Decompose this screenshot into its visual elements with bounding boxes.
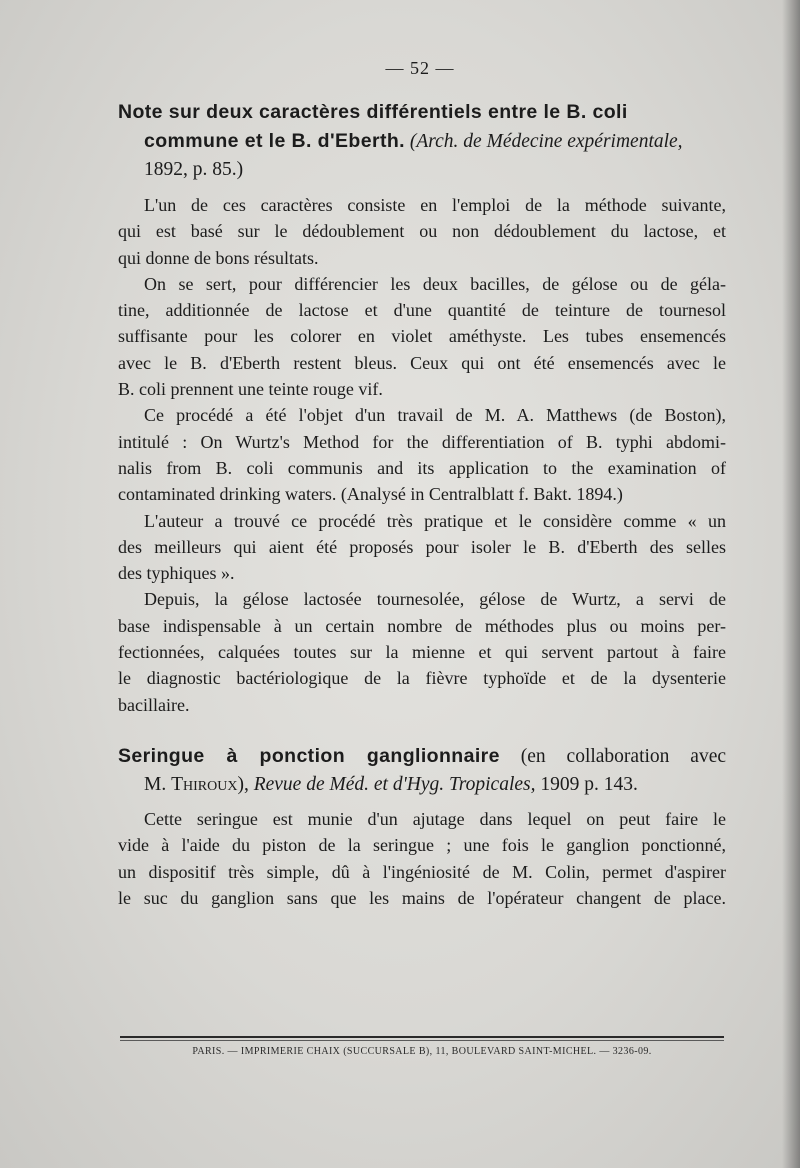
note1-heading-line3 <box>118 156 726 184</box>
note2-journal: Revue de Méd. et d'Hyg. Tropicales, <box>253 774 536 795</box>
text-line: qui est basé sur le dédoublement ou non dédoublement du lactose, et <box>118 221 726 242</box>
text-line: bacillaire. <box>118 694 190 715</box>
note2-author-name: Thiroux <box>171 774 238 795</box>
note2-year-page: 1909 p. 143. <box>540 774 638 795</box>
note1-title-part2: commune et le B. d'Eberth. <box>144 130 405 152</box>
note1-paragraph-2 <box>118 271 726 402</box>
text-line: avec le B. d'Eberth restent bleus. Ceux qui ont été ensemencés avec le <box>118 352 726 373</box>
note1-reference: (Arch. de Médecine expérimentale, <box>409 131 683 152</box>
printer-imprint: PARIS. — IMPRIMERIE CHAIX (SUCCURSALE B), 11, BOULEVARD SAINT-MICHEL. — 3236-09. <box>192 1046 652 1057</box>
text-line: suffisante pour les colorer en violet améthyste. Les tubes ensemencés <box>118 326 726 347</box>
text-line: un dispositif très simple, dû à l'ingéniosité de M. Colin, permet d'aspirer <box>118 861 726 882</box>
note2-after-author: ), <box>237 774 249 795</box>
text-line: contaminated drinking waters. (Analysé in Centralblatt f. Bakt. 1894.) <box>118 484 623 505</box>
text-line: le diagnostic bactériologique de la fièvre typhoïde et de la dysenterie <box>118 668 726 689</box>
text-line: base indispensable à un certain nombre de méthodes plus ou moins per- <box>118 615 726 636</box>
page-number: — 52 — <box>385 58 455 78</box>
note1-paragraph-5 <box>118 586 726 717</box>
note2-heading <box>118 742 726 799</box>
text-line: L'auteur a trouvé ce procédé très pratique et le considère comme « un <box>144 510 726 531</box>
note1-paragraph-1 <box>118 192 726 271</box>
text-line: qui donne de bons résultats. <box>118 247 319 268</box>
text-line: nalis from B. coli communis and its application to the examination of <box>118 457 726 478</box>
note2-body <box>118 806 726 911</box>
text-line: B. coli prennent une teinte rouge vif. <box>118 379 383 400</box>
note1-paragraph-4 <box>118 508 726 587</box>
note1-reference-year: 1892, p. 85.) <box>144 159 244 180</box>
note1-heading <box>118 98 726 184</box>
text-line: Ce procédé a été l'objet d'un travail de M. A. Matthews (de Boston), <box>144 405 726 426</box>
footer-rule-thin <box>120 1040 724 1041</box>
note2-collaboration: (en collaboration avec <box>520 746 726 767</box>
text-line: Cette seringue est munie d'un ajutage dans lequel on peut faire le <box>144 809 726 829</box>
note1-heading-line2 <box>118 127 726 156</box>
footer-rule-thick <box>120 1036 724 1038</box>
text-line: des typhiques ». <box>118 563 235 584</box>
text-line: intitulé : On Wurtz's Method for the differentiation of B. typhi abdomi- <box>118 431 726 452</box>
text-line: tine, additionnée de lactose et d'une quantité de teinture de tournesol <box>118 300 726 321</box>
note2-heading-line1 <box>118 742 726 771</box>
text-line: L'un de ces caractères consiste en l'emploi de la méthode suivante, <box>144 195 726 215</box>
note2-title: Seringue à ponction ganglionnaire <box>118 745 500 767</box>
note2-author-prefix: M. <box>144 774 167 795</box>
note1-body <box>118 192 726 718</box>
note1-paragraph-3 <box>118 402 726 507</box>
text-line: On se sert, pour différencier les deux bacilles, de gélose ou de géla- <box>144 273 726 294</box>
note2-heading-line2 <box>118 771 726 799</box>
note1-title-part1: Note sur deux caractères différentiels entre le B. coli <box>118 101 628 123</box>
note2-paragraph-1 <box>118 806 726 911</box>
note1-heading-line1 <box>118 98 726 127</box>
page-edge-shadow <box>782 0 800 1168</box>
text-line: fectionnées, calquées toutes sur la mienne et qui servent partout à faire <box>118 642 726 663</box>
text-line: le suc du ganglion sans que les mains de l'opérateur changent de place. <box>118 887 726 908</box>
text-line: vide à l'aide du piston de la seringue ; une fois le ganglion ponctionné, <box>118 835 726 856</box>
text-line: des meilleurs qui aient été proposés pour isoler le B. d'Eberth des selles <box>118 536 726 557</box>
text-line: Depuis, la gélose lactosée tournesolée, gélose de Wurtz, a servi de <box>144 589 726 610</box>
